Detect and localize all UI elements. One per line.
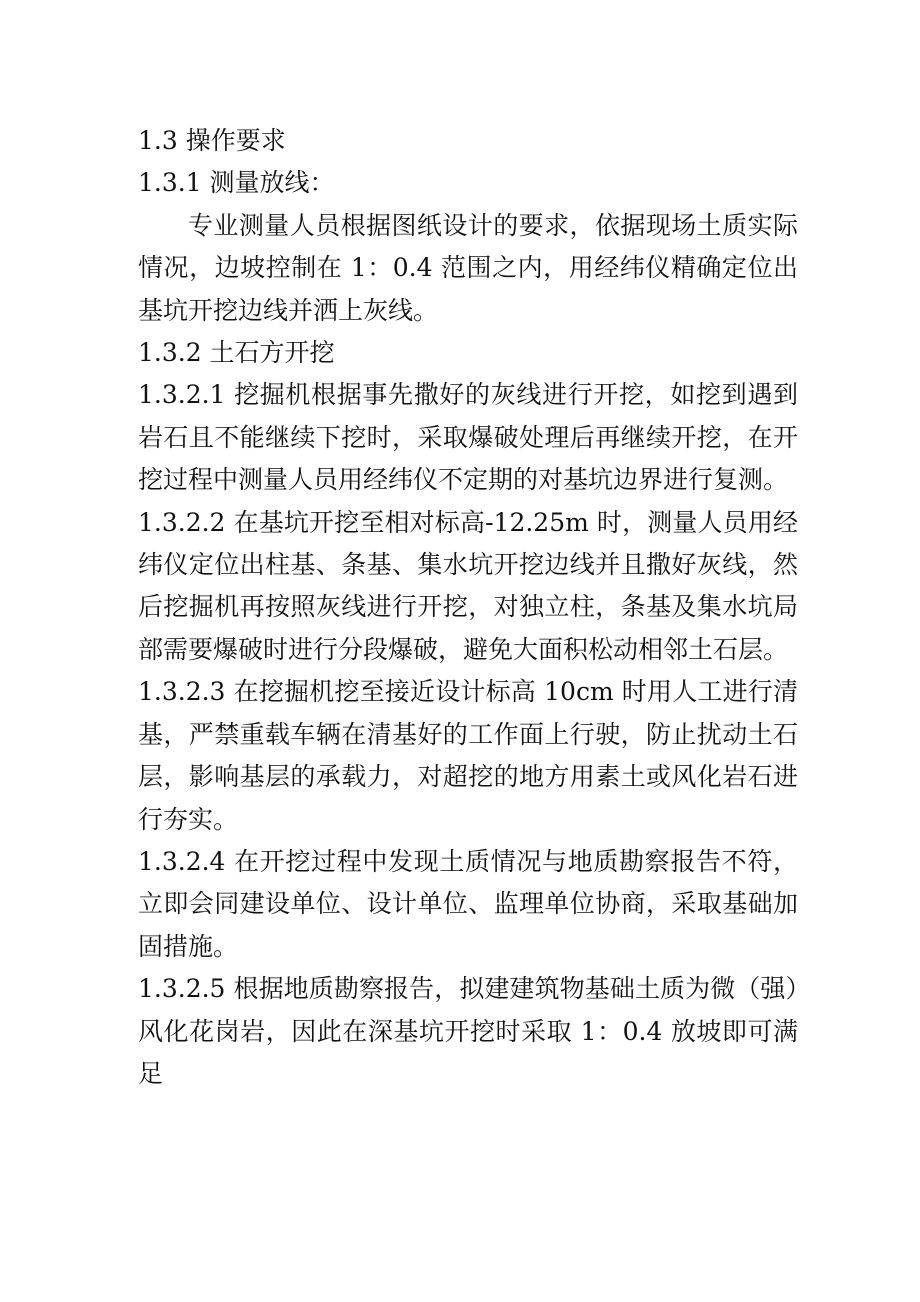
document-page — [138, 120, 798, 1095]
section-heading: 1.3 操作要求 — [138, 126, 286, 155]
subsection-heading-survey: 1.3.1 测量放线： — [138, 168, 335, 198]
paragraph-survey-body: 专业测量人员根据图纸设计的要求，依据现场土质实际情况，边坡控制在 1：0.4 范围之内，用经纬仪精确定位出基坑开挖边线并洒上灰线。 — [138, 210, 798, 325]
paragraph-1-3-2-2: 1.3.2.2 在基坑开挖至相对标高-12.25m 时，测量人员用经纬仪定位出柱基、条基、集水坑开挖边线并且撒好灰线，然后挖掘机再按照灰线进行开挖，对独立柱，条基及集水坑局部需要爆破时进行分段爆破，避免大面积松动相邻土石层。 — [138, 507, 798, 664]
paragraph-1-3-2-1: 1.3.2.1 挖掘机根据事先撒好的灰线进行开挖，如挖到遇到岩石且不能继续下挖时，采取爆破处理后再继续开挖，在开挖过程中测量人员用经纬仪不定期的对基坑边界进行复测。 — [138, 380, 798, 495]
paragraph-1-3-2-3: 1.3.2.3 在挖掘机挖至接近设计标高 10cm 时用人工进行清基，严禁重载车辆在清基好的工作面上行驶，防止扰动土石层，影响基层的承载力，对超挖的地方用素土或风化岩石进行夯实。 — [138, 677, 798, 834]
paragraph-1-3-2-4: 1.3.2.4 在开挖过程中发现土质情况与地质勘察报告不符，立即会同建设单位、设计单位、监理单位协商，采取基础加固措施。 — [138, 846, 798, 961]
subsection-heading-excavation: 1.3.2 土石方开挖 — [138, 338, 335, 368]
paragraph-1-3-2-5: 1.3.2.5 根据地质勘察报告，拟建建筑物基础土质为微（强）风化花岗岩，因此在深基坑开挖时采取 1：0.4 放坡即可满足 — [138, 974, 798, 1088]
